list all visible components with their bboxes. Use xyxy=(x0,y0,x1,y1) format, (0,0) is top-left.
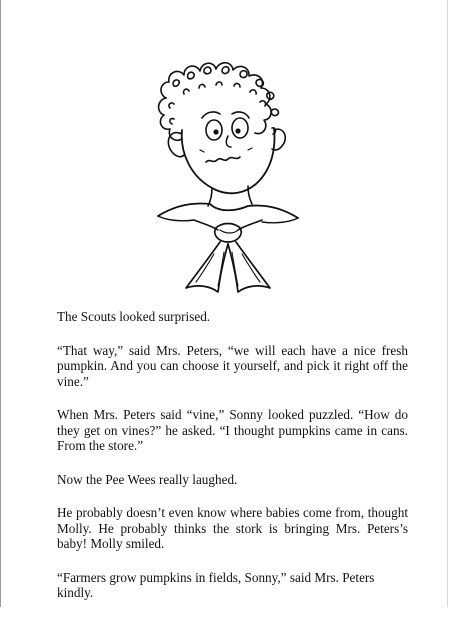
paragraph: When Mrs. Peters said “vine,” Sonny looked puzzled. “How do they get on vines?” he asked. “I thought pumpkins came in cans. From the store.” xyxy=(57,407,408,453)
paragraph: “That way,” said Mrs. Peters, “we will each have a nice fresh pumpkin. And you can choose it yourself, and pick it right off the vine.” xyxy=(57,342,408,389)
paragraph: “Farmers grow pumpkins in fields, Sonny,” said Mrs. Peters kindly. xyxy=(57,569,375,600)
story-text xyxy=(57,309,408,619)
paragraph: The Scouts looked surprised. xyxy=(57,309,211,324)
paragraph: Now the Pee Wees really laughed. xyxy=(57,471,238,487)
paragraph: He probably doesn’t even know where babies come from, thought Molly. He probably thinks the stork is bringing Mrs. Peters’s baby! Molly smiled. xyxy=(57,505,408,551)
boy-scout-illustration xyxy=(144,38,312,294)
